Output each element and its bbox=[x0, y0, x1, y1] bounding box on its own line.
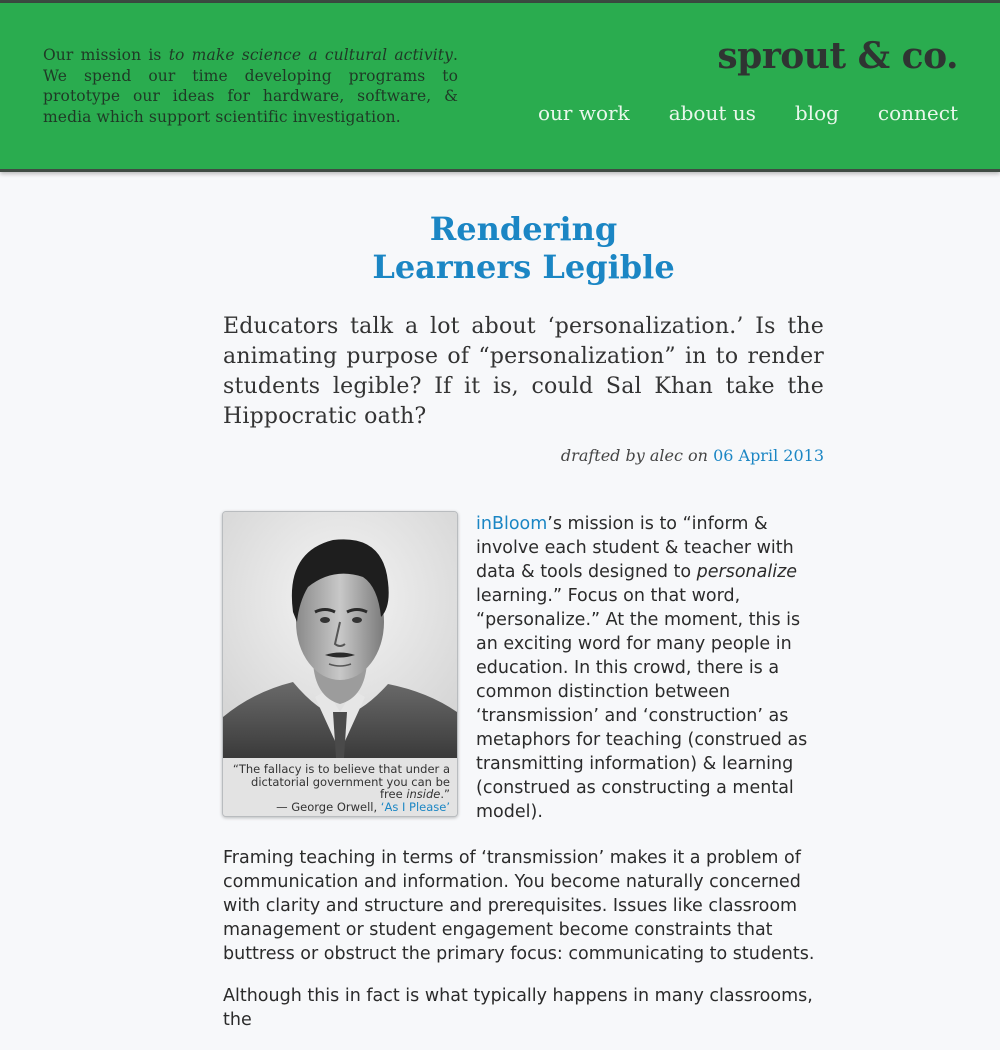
paragraph-3: Although this in fact is what typically happens in many classrooms, the bbox=[223, 986, 813, 1030]
quote-text: “The fallacy is to believe that under a dictatorial government you can be free bbox=[232, 762, 450, 801]
site-logo[interactable]: sprout & co. bbox=[717, 35, 958, 77]
meta-author: drafted by alec on bbox=[560, 446, 714, 465]
attribution-author: — George Orwell, bbox=[276, 799, 381, 814]
article-title bbox=[223, 210, 824, 286]
mission-prefix: Our mission is bbox=[43, 46, 169, 64]
quote-end: .” bbox=[440, 787, 450, 801]
mission-statement bbox=[43, 45, 458, 127]
mission-suffix: . We spend our time developing programs to prototype our ideas for hardware, software, & media which support scientific investigation. bbox=[43, 46, 458, 126]
nav-our-work[interactable]: our work bbox=[538, 101, 630, 125]
as-i-please-link[interactable]: ‘As I Please’ bbox=[380, 799, 450, 814]
nav-about-us[interactable]: about us bbox=[668, 101, 756, 125]
p1-text-b: learning.” Focus on that word, “personalize.” At the moment, this is an exciting word for many people in education. In this crowd, there is a common distinction between ‘transmission’ and ‘construction’ as metaphors for teaching (construed as transmitting information) & learning (construed as constructing a mental model). bbox=[476, 586, 808, 822]
mission-emphasis: to make science a cultural activity bbox=[168, 46, 453, 64]
p1-emphasis: personalize bbox=[696, 562, 798, 582]
main-nav bbox=[538, 101, 958, 125]
article-lede: Educators talk a lot about ‘personalization.’ Is the animating purpose of “personalization” in to render students legible? If it is, could Sal Khan take the Hippocratic oath? bbox=[223, 314, 824, 429]
nav-blog[interactable]: blog bbox=[794, 101, 839, 125]
inbloom-link[interactable]: inBloom bbox=[476, 514, 548, 534]
paragraph-2: Framing teaching in terms of ‘transmission’ makes it a problem of communication and information. You become naturally concerned with clarity and structure and prerequisites. Issues like classroom management or student engagement become constraints that buttress or obstruct the primary focus: communicating to students. bbox=[223, 848, 815, 964]
nav-connect[interactable]: connect bbox=[877, 101, 958, 125]
article-meta bbox=[561, 446, 824, 465]
caption-quote bbox=[231, 763, 450, 801]
quote-emphasis: inside bbox=[406, 787, 441, 801]
title-line-1: Rendering bbox=[429, 210, 618, 248]
article-date-link[interactable]: 06 April 2013 bbox=[713, 446, 824, 465]
orwell-portrait bbox=[223, 512, 457, 758]
p1-text-a: ’s mission is to “inform & involve each student & teacher with data & tools designed to bbox=[476, 514, 794, 582]
orwell-figure bbox=[222, 511, 458, 817]
site-header bbox=[0, 3, 1000, 172]
figure-caption bbox=[223, 758, 457, 816]
caption-attribution bbox=[231, 801, 450, 814]
title-line-2: Learners Legible bbox=[372, 248, 675, 286]
